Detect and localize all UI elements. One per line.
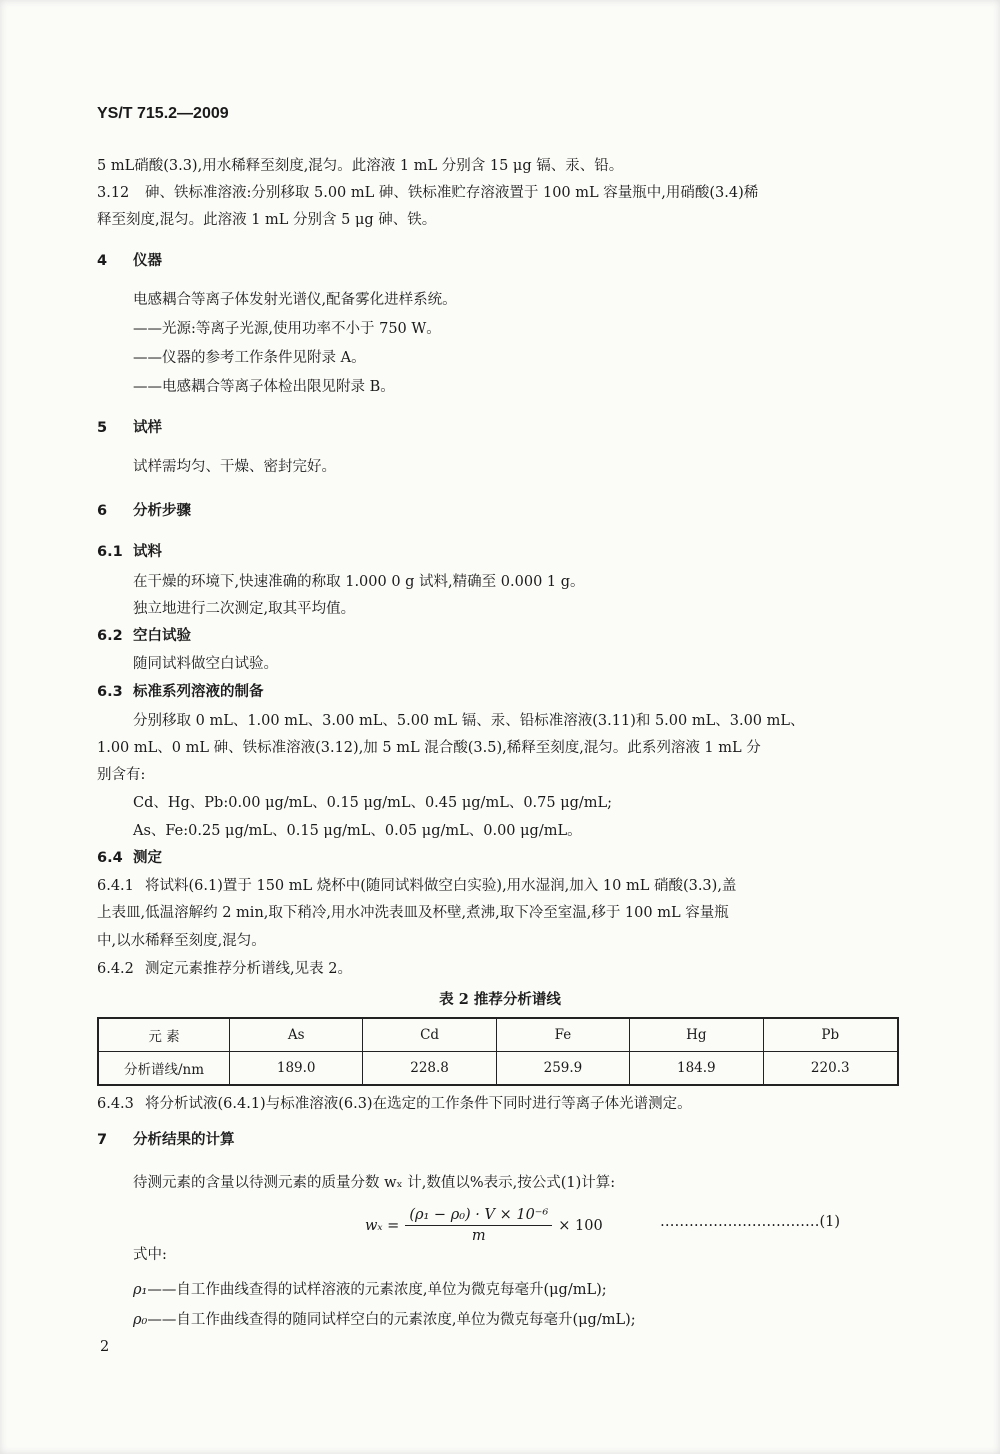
paragraph-line: 电感耦合等离子体发射光谱仪,配备雾化进样系统。: [133, 292, 457, 308]
section-number: 7: [97, 1132, 108, 1148]
variable-definition: [133, 1310, 636, 1330]
paragraph-line: 独立地进行二次测定,取其平均值。: [133, 601, 356, 617]
table-cell: Hg: [630, 1018, 763, 1052]
clause-number: 6.4.2: [97, 961, 134, 977]
paragraph-line: As、Fe:0.25 μg/mL、0.15 μg/mL、0.05 μg/mL、0.00 μg/mL。: [133, 823, 582, 839]
table-cell: 分析谱线/nm: [98, 1052, 230, 1086]
table-cell: Fe: [496, 1018, 629, 1052]
clause-title: 试料: [133, 544, 162, 560]
section-title: 仪器: [133, 253, 162, 269]
table-cell: Pb: [763, 1018, 898, 1052]
table-cell: 259.9: [496, 1052, 629, 1086]
clause-6-1-heading: [97, 542, 162, 562]
clause-number: 6.2: [97, 628, 123, 644]
variable-symbol: ρ₀: [133, 1312, 148, 1328]
table-cell: As: [230, 1018, 363, 1052]
clause-6-4-heading: [97, 848, 162, 868]
table-header-row: [98, 1018, 898, 1052]
paragraph-line: 分别移取 0 mL、1.00 mL、3.00 mL、5.00 mL 镉、汞、铅标准溶液(3.11)和 5.00 mL、3.00 mL、: [133, 713, 805, 729]
paragraph-line: 上表皿,低温溶解约 2 min,取下稍冷,用水冲洗表皿及杯壁,煮沸,取下冷至室温,移于 100 mL 容量瓶: [97, 905, 729, 921]
formula-numerator: (ρ₁ − ρ₀) · V × 10⁻⁶: [405, 1205, 552, 1226]
paragraph-line: 砷、铁标准溶液:分别移取 5.00 mL 砷、铁标准贮存溶液置于 100 mL 容量瓶中,用硝酸(3.4)稀: [145, 185, 759, 201]
section-4-heading: [97, 251, 162, 271]
list-item: ——仪器的参考工作条件见附录 A。: [133, 350, 366, 366]
clause-number: 6.1: [97, 544, 123, 560]
paragraph-line: 试样需均匀、干燥、密封完好。: [133, 459, 336, 475]
variable-definition: [133, 1280, 607, 1300]
clause-number: 6.4.1: [97, 878, 134, 894]
clause-6-4-3: [97, 1094, 692, 1114]
section-number: 6: [97, 503, 108, 519]
section-title: 分析步骤: [133, 503, 191, 519]
clause-number: 3.12: [97, 185, 130, 201]
clause-6-4-1: [97, 876, 736, 896]
table-row: [98, 1052, 898, 1086]
formula-lhs: wₓ =: [365, 1217, 400, 1234]
paragraph-line: 随同试料做空白试验。: [133, 656, 278, 672]
formula-tail: × 100: [558, 1217, 603, 1234]
variable-description: ——自工作曲线查得的随同试样空白的元素浓度,单位为微克每毫升(μg/mL);: [147, 1312, 636, 1328]
paragraph-line: 将试料(6.1)置于 150 mL 烧杯中(随同试料做空白实验),用水湿润,加入 10 mL 硝酸(3.3),盖: [145, 878, 737, 894]
clause-title: 标准系列溶液的制备: [133, 684, 264, 700]
clause-6-4-2: [97, 959, 352, 979]
formula-1: [365, 1205, 603, 1246]
section-number: 4: [97, 253, 108, 269]
where-label: 式中:: [133, 1247, 167, 1263]
standard-number: YS/T 715.2—2009: [97, 105, 229, 122]
section-number: 5: [97, 420, 108, 436]
formula-denominator: m: [471, 1228, 486, 1244]
clause-title: 测定: [133, 850, 162, 866]
section-title: 试样: [133, 420, 162, 436]
list-item: ——电感耦合等离子体检出限见附录 B。: [133, 379, 395, 395]
clause-6-2-heading: [97, 626, 191, 646]
clause-number: 6.4: [97, 850, 123, 866]
paragraph-line: 中,以水稀释至刻度,混匀。: [97, 933, 266, 949]
section-5-heading: [97, 418, 162, 438]
paragraph-line: 在干燥的环境下,快速准确的称取 1.000 0 g 试料,精确至 0.000 1 g。: [133, 574, 585, 590]
paragraph-line: 测定元素推荐分析谱线,见表 2。: [145, 961, 352, 977]
clause-number: 6.4.3: [97, 1096, 134, 1112]
formula-fraction: [405, 1205, 552, 1246]
paragraph-line: 释至刻度,混匀。此溶液 1 mL 分别含 5 μg 砷、铁。: [97, 212, 437, 228]
table-cell: 184.9: [630, 1052, 763, 1086]
paragraph-line: Cd、Hg、Pb:0.00 μg/mL、0.15 μg/mL、0.45 μg/mL、0.75 μg/mL;: [133, 795, 613, 811]
table-cell: 228.8: [363, 1052, 496, 1086]
table-cell: 189.0: [230, 1052, 363, 1086]
list-item: ——光源:等离子光源,使用功率不小于 750 W。: [133, 321, 441, 337]
page-number: 2: [100, 1339, 110, 1355]
section-7-heading: [97, 1130, 235, 1150]
clause-title: 空白试验: [133, 628, 191, 644]
table-cell: 元 素: [98, 1018, 230, 1052]
paragraph-line: 5 mL硝酸(3.3),用水稀释至刻度,混匀。此溶液 1 mL 分别含 15 μg 镉、汞、铅。: [97, 158, 624, 174]
section-6-heading: [97, 501, 191, 521]
paragraph-line: 将分析试液(6.4.1)与标准溶液(6.3)在选定的工作条件下同时进行等离子体光谱测定。: [145, 1096, 692, 1112]
paragraph-line: 别含有:: [97, 767, 146, 783]
paragraph-line: 待测元素的含量以待测元素的质量分数 wₓ 计,数值以%表示,按公式(1)计算:: [133, 1175, 616, 1191]
table-caption: 表 2 推荐分析谱线: [439, 991, 561, 1008]
table-cell: Cd: [363, 1018, 496, 1052]
clause-6-3-heading: [97, 682, 264, 702]
variable-symbol: ρ₁: [133, 1282, 148, 1298]
section-title: 分析结果的计算: [133, 1132, 235, 1148]
clause-number: 6.3: [97, 684, 123, 700]
variable-description: ——自工作曲线查得的试样溶液的元素浓度,单位为微克每毫升(μg/mL);: [147, 1282, 607, 1298]
paragraph-line: 1.00 mL、0 mL 砷、铁标准溶液(3.12),加 5 mL 混合酸(3.5),稀释至刻度,混匀。此系列溶液 1 mL 分: [97, 740, 761, 756]
spectral-lines-table: [97, 1017, 899, 1086]
equation-number: ……………………………(1): [660, 1214, 841, 1230]
table-cell: 220.3: [763, 1052, 898, 1086]
clause-3-12: [97, 183, 758, 203]
